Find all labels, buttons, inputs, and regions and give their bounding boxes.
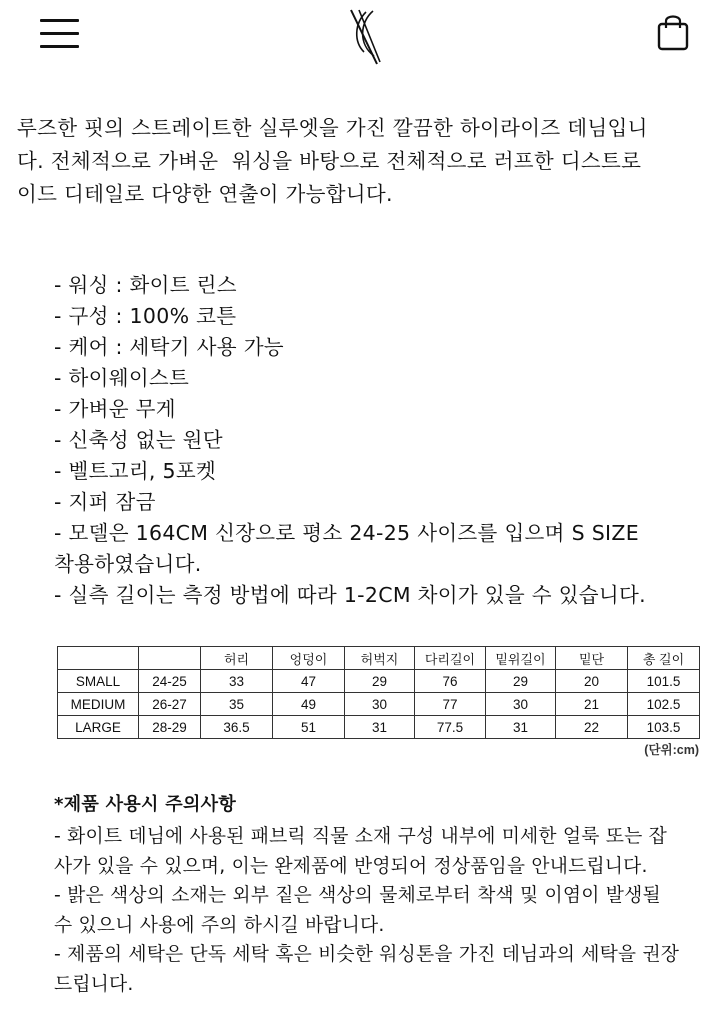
feature-item: - 신축성 없는 원단: [54, 428, 223, 452]
feature-item: - 하이웨이스트: [54, 366, 190, 390]
table-cell: 29: [486, 670, 556, 693]
table-cell: 30: [486, 693, 556, 716]
caution-line: 사가 있을 수 있으며, 이는 완제품에 반영되어 정상품임을 안내드립니다.: [54, 855, 648, 877]
feature-item: - 지퍼 잠금: [54, 490, 156, 514]
caution-line: - 화이트 데님에 사용된 패브릭 직물 소재 구성 내부에 미세한 얼룩 또는 잡: [54, 826, 667, 847]
header-cell: 밑단: [556, 647, 628, 670]
product-description: [17, 112, 717, 211]
header-cell: [58, 647, 139, 670]
table-cell: 22: [556, 716, 628, 739]
caution-line: 수 있으니 사용에 주의 하시길 바랍니다.: [54, 914, 385, 936]
table-cell: MEDIUM: [58, 693, 139, 716]
table-cell: 29: [345, 670, 415, 693]
table-cell: 21: [556, 693, 628, 716]
table-cell: 31: [486, 716, 556, 739]
feature-item: - 케어 : 세탁기 사용 가능: [54, 335, 284, 359]
header-cell: 총 길이: [628, 647, 700, 670]
caution-line: - 제품의 세탁은 단독 세탁 혹은 비슷한 워싱톤을 가진 데님과의 세탁을 권장: [54, 944, 680, 965]
table-cell: 33: [201, 670, 273, 693]
header-cell: 다리길이: [415, 647, 486, 670]
top-header: [0, 0, 721, 70]
caution-line: - 밝은 색상의 소재는 외부 짙은 색상의 물체로부터 착색 및 이염이 발생될: [54, 885, 661, 906]
description-line: 이드 디테일로 다양한 연출이 가능합니다.: [17, 182, 393, 206]
feature-list: [54, 270, 714, 611]
feature-item: - 워싱 : 화이트 린스: [54, 273, 237, 297]
feature-item: - 벨트고리, 5포켓: [54, 459, 217, 483]
caution-title: *제품 사용시 주의사항: [54, 794, 237, 815]
table-cell: 28-29: [139, 716, 201, 739]
table-cell: 49: [273, 693, 345, 716]
table-cell: 102.5: [628, 693, 700, 716]
caution-list: [54, 822, 714, 999]
table-cell: 76: [415, 670, 486, 693]
table-cell: 31: [345, 716, 415, 739]
table-cell: 26-27: [139, 693, 201, 716]
feature-item: - 가벼운 무게: [54, 397, 176, 421]
table-cell: 47: [273, 670, 345, 693]
table-cell: 51: [273, 716, 345, 739]
table-cell: 77.5: [415, 716, 486, 739]
caution-line: 드립니다.: [54, 973, 134, 995]
table-row: [58, 670, 700, 693]
header-cell: 허벅지: [345, 647, 415, 670]
size-chart-table: [57, 646, 700, 739]
hamburger-menu-icon[interactable]: [40, 18, 80, 50]
header-cell: 엉덩이: [273, 647, 345, 670]
table-cell: 77: [415, 693, 486, 716]
table-row: [58, 693, 700, 716]
shopping-bag-icon[interactable]: [654, 12, 692, 52]
header-cell: [139, 647, 201, 670]
feature-item: 착용하였습니다.: [54, 552, 202, 576]
feature-item: - 실측 길이는 측정 방법에 따라 1-2CM 차이가 있을 수 있습니다.: [54, 583, 646, 607]
feature-item: - 구성 : 100% 코튼: [54, 304, 237, 328]
brand-logo-icon[interactable]: [344, 8, 384, 66]
table-row: [58, 716, 700, 739]
header-cell: 허리: [201, 647, 273, 670]
table-cell: 35: [201, 693, 273, 716]
table-cell: 30: [345, 693, 415, 716]
table-cell: 101.5: [628, 670, 700, 693]
description-line: 다. 전체적으로 가벼운 워싱을 바탕으로 전체적으로 러프한 디스트로: [17, 149, 642, 173]
table-cell: 103.5: [628, 716, 700, 739]
table-cell: 24-25: [139, 670, 201, 693]
description-line: 루즈한 핏의 스트레이트한 실루엣을 가진 깔끔한 하이라이즈 데님입니: [17, 116, 648, 140]
table-cell: SMALL: [58, 670, 139, 693]
unit-note: (단위:cm): [644, 743, 699, 757]
table-cell: 20: [556, 670, 628, 693]
feature-item: - 모델은 164CM 신장으로 평소 24-25 사이즈를 입으며 S SIZE: [54, 521, 639, 545]
table-cell: LARGE: [58, 716, 139, 739]
table-header-row: [58, 647, 700, 670]
table-cell: 36.5: [201, 716, 273, 739]
header-cell: 밑위길이: [486, 647, 556, 670]
